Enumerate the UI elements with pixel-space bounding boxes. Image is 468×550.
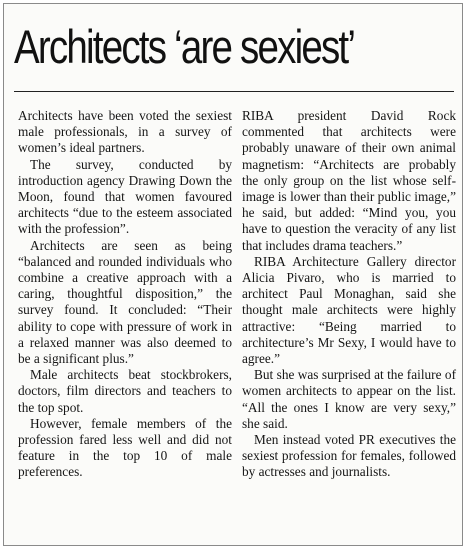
paragraph: RIBA president David Rock commented that architects were probably unaware of their own animal magnetism: “Architects are probably the only group on the list whose self-image is lower than their public image,” he said, but added: “Mind you, you have to question the veracity of any list that includes drama teachers.” bbox=[242, 108, 456, 253]
paragraph: Architects have been voted the sexiest male professionals, in a survey of women’s ideal partners. bbox=[18, 108, 232, 156]
right-column bbox=[242, 108, 456, 481]
paragraph: Architects are seen as being “balanced and rounded individuals who combine a creative approach with a caring, thoughtful disposition,” the survey found. It concluded: “Their ability to cope with pressure of work in a relaxed manner was also deemed to be a significant plus.” bbox=[18, 237, 232, 367]
paragraph: RIBA Architecture Gallery director Alicia Pivaro, who is married to architect Paul Monaghan, said she thought male architects were highly attractive: “Being married to architecture’s Mr Sexy, I would have to agree.” bbox=[242, 253, 456, 367]
paragraph: But she was surprised at the failure of women architects to appear on the list. “All the ones I know are very sexy,” she said. bbox=[242, 367, 456, 431]
left-column bbox=[18, 108, 232, 481]
headline-rule bbox=[14, 91, 454, 92]
paragraph: However, female members of the profession fared less well and did not feature in the top 10 of male preferences. bbox=[18, 415, 232, 480]
paragraph: Men instead voted PR executives the sexiest profession for females, followed by actresses and journalists. bbox=[242, 432, 456, 480]
paragraph: The survey, conducted by introduction agency Drawing Down the Moon, found that women favoured architects “due to the esteem associated with the profession”. bbox=[18, 156, 232, 237]
headline: Architects ‘are sexiest’ bbox=[14, 20, 355, 73]
paragraph: Male architects beat stockbrokers, doctors, film directors and teachers to the top spot. bbox=[18, 367, 232, 415]
